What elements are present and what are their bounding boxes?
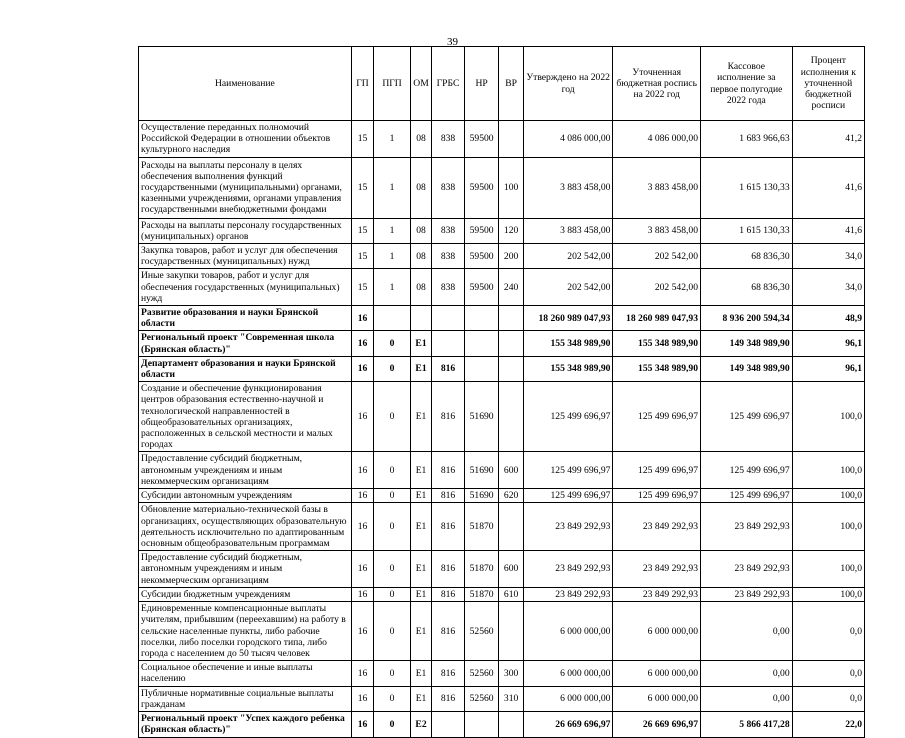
- cell-pgp: 0: [374, 489, 411, 503]
- cell-om: E1: [410, 551, 431, 588]
- cell-cash: 8 936 200 594,34: [701, 306, 793, 331]
- cell-approved: 18 260 989 047,93: [523, 306, 613, 331]
- cell-name: Развитие образования и науки Брянской области: [139, 306, 352, 331]
- cell-cash: 68 836,30: [701, 244, 793, 269]
- cell-pgp: 0: [374, 452, 411, 489]
- cell-pgp: 0: [374, 686, 411, 711]
- cell-vr: 100: [499, 157, 523, 218]
- cell-approved: 155 348 989,90: [523, 356, 613, 381]
- cell-vr: 240: [499, 269, 523, 306]
- cell-refined: 125 499 696,97: [613, 489, 701, 503]
- budget-table: [138, 46, 865, 738]
- cell-cash: 0,00: [701, 686, 793, 711]
- cell-pgp: 1: [374, 244, 411, 269]
- cell-percent: 100,0: [792, 503, 864, 551]
- cell-name: Осуществление переданных полномочий Российской Федерации в отношении объектов культурного наследия: [139, 121, 352, 158]
- cell-np: 59500: [464, 121, 499, 158]
- cell-cash: 5 866 417,28: [701, 711, 793, 737]
- cell-om: E1: [410, 356, 431, 381]
- cell-vr: [499, 382, 523, 452]
- cell-om: 08: [410, 244, 431, 269]
- table-row: [139, 382, 865, 452]
- table-row: [139, 503, 865, 551]
- cell-pgp: 1: [374, 269, 411, 306]
- cell-percent: 100,0: [792, 551, 864, 588]
- cell-om: E1: [410, 661, 431, 686]
- cell-name: Департамент образования и науки Брянской области: [139, 356, 352, 381]
- header-grbs: ГРБС: [432, 47, 465, 121]
- header-np: НР: [464, 47, 499, 121]
- table-row: [139, 356, 865, 381]
- cell-gp: 16: [351, 711, 373, 737]
- cell-np: 59500: [464, 244, 499, 269]
- cell-np: 51690: [464, 382, 499, 452]
- cell-cash: 149 348 989,90: [701, 356, 793, 381]
- cell-vr: [499, 306, 523, 331]
- header-gp: ГП: [351, 47, 373, 121]
- cell-percent: 0,0: [792, 602, 864, 661]
- cell-vr: 200: [499, 244, 523, 269]
- cell-vr: 600: [499, 452, 523, 489]
- cell-cash: 0,00: [701, 602, 793, 661]
- cell-name: Расходы на выплаты персоналу государственных (муниципальных) органов: [139, 218, 352, 243]
- cell-percent: 41,6: [792, 218, 864, 243]
- cell-refined: 6 000 000,00: [613, 686, 701, 711]
- cell-percent: 34,0: [792, 269, 864, 306]
- page-number: 39: [447, 36, 458, 48]
- table-row: [139, 306, 865, 331]
- cell-gp: 15: [351, 218, 373, 243]
- cell-vr: [499, 602, 523, 661]
- table-row: [139, 218, 865, 243]
- cell-pgp: 0: [374, 331, 411, 356]
- cell-name: Региональный проект "Современная школа (Брянская область)": [139, 331, 352, 356]
- cell-om: E1: [410, 382, 431, 452]
- cell-refined: 3 883 458,00: [613, 157, 701, 218]
- cell-percent: 96,1: [792, 356, 864, 381]
- cell-approved: 6 000 000,00: [523, 661, 613, 686]
- cell-cash: 0,00: [701, 661, 793, 686]
- table-row: [139, 244, 865, 269]
- cell-cash: 1 615 130,33: [701, 218, 793, 243]
- table-row: [139, 661, 865, 686]
- cell-pgp: 0: [374, 382, 411, 452]
- cell-approved: 125 499 696,97: [523, 452, 613, 489]
- cell-cash: 125 499 696,97: [701, 489, 793, 503]
- cell-approved: 23 849 292,93: [523, 503, 613, 551]
- cell-pgp: 0: [374, 661, 411, 686]
- cell-refined: 202 542,00: [613, 244, 701, 269]
- cell-grbs: 816: [432, 686, 465, 711]
- cell-pgp: 1: [374, 218, 411, 243]
- cell-refined: 155 348 989,90: [613, 331, 701, 356]
- cell-pgp: 0: [374, 356, 411, 381]
- cell-om: 08: [410, 269, 431, 306]
- table-row: [139, 452, 865, 489]
- table-row: [139, 551, 865, 588]
- cell-percent: 100,0: [792, 489, 864, 503]
- cell-cash: 149 348 989,90: [701, 331, 793, 356]
- header-approved: Утверждено на 2022 год: [523, 47, 613, 121]
- table-row: [139, 602, 865, 661]
- header-cash: Кассовое исполнение за первое полугодие 2022 года: [701, 47, 793, 121]
- cell-approved: 202 542,00: [523, 244, 613, 269]
- cell-pgp: 1: [374, 121, 411, 158]
- cell-approved: 125 499 696,97: [523, 382, 613, 452]
- cell-cash: 125 499 696,97: [701, 452, 793, 489]
- cell-refined: 6 000 000,00: [613, 661, 701, 686]
- cell-np: 51690: [464, 489, 499, 503]
- cell-om: E1: [410, 587, 431, 601]
- cell-np: 52560: [464, 661, 499, 686]
- cell-om: E1: [410, 602, 431, 661]
- cell-gp: 16: [351, 602, 373, 661]
- cell-grbs: 816: [432, 356, 465, 381]
- cell-gp: 16: [351, 661, 373, 686]
- cell-cash: 23 849 292,93: [701, 587, 793, 601]
- cell-grbs: 838: [432, 269, 465, 306]
- cell-approved: 6 000 000,00: [523, 686, 613, 711]
- cell-refined: 155 348 989,90: [613, 356, 701, 381]
- cell-vr: 310: [499, 686, 523, 711]
- cell-approved: 3 883 458,00: [523, 157, 613, 218]
- cell-percent: 100,0: [792, 382, 864, 452]
- cell-np: [464, 356, 499, 381]
- cell-vr: 120: [499, 218, 523, 243]
- cell-cash: 1 683 966,63: [701, 121, 793, 158]
- cell-vr: 610: [499, 587, 523, 601]
- table-row: [139, 686, 865, 711]
- cell-percent: 41,2: [792, 121, 864, 158]
- cell-pgp: 0: [374, 503, 411, 551]
- cell-grbs: 838: [432, 244, 465, 269]
- cell-grbs: 816: [432, 503, 465, 551]
- cell-grbs: 816: [432, 587, 465, 601]
- cell-name: Социальное обеспечение и иные выплаты населению: [139, 661, 352, 686]
- cell-om: [410, 306, 431, 331]
- cell-percent: 100,0: [792, 452, 864, 489]
- cell-gp: 15: [351, 157, 373, 218]
- cell-approved: 23 849 292,93: [523, 551, 613, 588]
- cell-cash: 23 849 292,93: [701, 503, 793, 551]
- cell-np: 51870: [464, 587, 499, 601]
- cell-pgp: 0: [374, 551, 411, 588]
- cell-np: 52560: [464, 602, 499, 661]
- header-percent: Процент исполнения к уточненной бюджетной росписи: [792, 47, 864, 121]
- cell-percent: 22,0: [792, 711, 864, 737]
- header-om: ОМ: [410, 47, 431, 121]
- cell-gp: 16: [351, 489, 373, 503]
- cell-name: Субсидии автономным учреждениям: [139, 489, 352, 503]
- cell-pgp: 0: [374, 602, 411, 661]
- cell-gp: 16: [351, 551, 373, 588]
- cell-gp: 16: [351, 356, 373, 381]
- cell-np: 59500: [464, 218, 499, 243]
- cell-pgp: 1: [374, 157, 411, 218]
- cell-grbs: 838: [432, 157, 465, 218]
- cell-approved: 125 499 696,97: [523, 489, 613, 503]
- cell-approved: 155 348 989,90: [523, 331, 613, 356]
- cell-vr: [499, 121, 523, 158]
- cell-om: E1: [410, 331, 431, 356]
- cell-gp: 16: [351, 587, 373, 601]
- cell-np: 51690: [464, 452, 499, 489]
- cell-name: Обновление материально-технической базы в организациях, осуществляющих образовательную деятельность исключительно по адаптированным основным общеобразовательным программам: [139, 503, 352, 551]
- cell-approved: 23 849 292,93: [523, 587, 613, 601]
- cell-refined: 202 542,00: [613, 269, 701, 306]
- cell-percent: 0,0: [792, 686, 864, 711]
- cell-name: Публичные нормативные социальные выплаты гражданам: [139, 686, 352, 711]
- cell-name: Региональный проект "Успех каждого ребенка (Брянская область)": [139, 711, 352, 737]
- header-vr: ВР: [499, 47, 523, 121]
- table-row: [139, 587, 865, 601]
- cell-name: Иные закупки товаров, работ и услуг для обеспечения государственных (муниципальных) нужд: [139, 269, 352, 306]
- cell-vr: [499, 356, 523, 381]
- cell-grbs: 816: [432, 489, 465, 503]
- cell-grbs: 816: [432, 382, 465, 452]
- cell-refined: 26 669 696,97: [613, 711, 701, 737]
- cell-gp: 16: [351, 452, 373, 489]
- table-row: [139, 711, 865, 737]
- cell-refined: 23 849 292,93: [613, 551, 701, 588]
- cell-name: Закупка товаров, работ и услуг для обеспечения государственных (муниципальных) нужд: [139, 244, 352, 269]
- cell-refined: 125 499 696,97: [613, 382, 701, 452]
- cell-name: Единовременные компенсационные выплаты учителям, прибывшим (переехавшим) на работу в сельские населенные пункты, либо рабочие поселки, либо поселки городского типа, либо города с населением до 50 тысяч человек: [139, 602, 352, 661]
- cell-om: E1: [410, 489, 431, 503]
- header-pgp: ПГП: [374, 47, 411, 121]
- cell-approved: 4 086 000,00: [523, 121, 613, 158]
- cell-np: 51870: [464, 551, 499, 588]
- cell-percent: 100,0: [792, 587, 864, 601]
- cell-name: Предоставление субсидий бюджетным, автономным учреждениям и иным некоммерческим организациям: [139, 452, 352, 489]
- cell-name: Расходы на выплаты персоналу в целях обеспечения выполнения функций государственными (муниципальными) органами, казенными учреждениями, органами управления государственными внебюджетными фондами: [139, 157, 352, 218]
- cell-np: [464, 711, 499, 737]
- cell-refined: 125 499 696,97: [613, 452, 701, 489]
- cell-refined: 23 849 292,93: [613, 587, 701, 601]
- header-refined: Уточненная бюджетная роспись на 2022 год: [613, 47, 701, 121]
- cell-np: [464, 331, 499, 356]
- cell-percent: 48,9: [792, 306, 864, 331]
- cell-refined: 23 849 292,93: [613, 503, 701, 551]
- cell-grbs: 816: [432, 661, 465, 686]
- cell-pgp: 0: [374, 711, 411, 737]
- cell-np: 52560: [464, 686, 499, 711]
- cell-refined: 3 883 458,00: [613, 218, 701, 243]
- cell-gp: 16: [351, 686, 373, 711]
- cell-om: 08: [410, 121, 431, 158]
- cell-grbs: 816: [432, 452, 465, 489]
- table-row: [139, 121, 865, 158]
- cell-om: 08: [410, 157, 431, 218]
- cell-percent: 0,0: [792, 661, 864, 686]
- cell-percent: 34,0: [792, 244, 864, 269]
- cell-grbs: [432, 711, 465, 737]
- cell-vr: 300: [499, 661, 523, 686]
- cell-approved: 202 542,00: [523, 269, 613, 306]
- cell-approved: 6 000 000,00: [523, 602, 613, 661]
- cell-name: Субсидии бюджетным учреждениям: [139, 587, 352, 601]
- table-row: [139, 269, 865, 306]
- cell-gp: 16: [351, 331, 373, 356]
- cell-pgp: 0: [374, 587, 411, 601]
- cell-cash: 68 836,30: [701, 269, 793, 306]
- cell-gp: 16: [351, 382, 373, 452]
- cell-vr: 620: [499, 489, 523, 503]
- cell-grbs: 838: [432, 121, 465, 158]
- cell-gp: 16: [351, 503, 373, 551]
- cell-np: [464, 306, 499, 331]
- cell-np: 59500: [464, 269, 499, 306]
- cell-vr: 600: [499, 551, 523, 588]
- cell-om: E1: [410, 452, 431, 489]
- table-row: [139, 331, 865, 356]
- cell-grbs: 816: [432, 602, 465, 661]
- cell-refined: 6 000 000,00: [613, 602, 701, 661]
- cell-approved: 3 883 458,00: [523, 218, 613, 243]
- cell-vr: [499, 711, 523, 737]
- header-name: Наименование: [139, 47, 352, 121]
- cell-name: Предоставление субсидий бюджетным, автономным учреждениям и иным некоммерческим организациям: [139, 551, 352, 588]
- cell-om: E1: [410, 503, 431, 551]
- cell-percent: 41,6: [792, 157, 864, 218]
- cell-cash: 1 615 130,33: [701, 157, 793, 218]
- cell-gp: 15: [351, 121, 373, 158]
- cell-cash: 23 849 292,93: [701, 551, 793, 588]
- cell-np: 59500: [464, 157, 499, 218]
- table-row: [139, 489, 865, 503]
- cell-cash: 125 499 696,97: [701, 382, 793, 452]
- cell-refined: 4 086 000,00: [613, 121, 701, 158]
- cell-np: 51870: [464, 503, 499, 551]
- cell-gp: 16: [351, 306, 373, 331]
- cell-gp: 15: [351, 244, 373, 269]
- table-row: [139, 157, 865, 218]
- cell-percent: 96,1: [792, 331, 864, 356]
- cell-vr: [499, 331, 523, 356]
- cell-pgp: [374, 306, 411, 331]
- cell-grbs: [432, 331, 465, 356]
- cell-om: E1: [410, 686, 431, 711]
- cell-om: 08: [410, 218, 431, 243]
- cell-om: E2: [410, 711, 431, 737]
- cell-grbs: 838: [432, 218, 465, 243]
- cell-approved: 26 669 696,97: [523, 711, 613, 737]
- cell-gp: 15: [351, 269, 373, 306]
- table-header-row: [139, 47, 865, 121]
- cell-grbs: 816: [432, 551, 465, 588]
- cell-refined: 18 260 989 047,93: [613, 306, 701, 331]
- cell-name: Создание и обеспечение функционирования центров образования естественно-научной и технологической направленностей в общеобразовательных организациях, расположенных в сельской местности и малых городах: [139, 382, 352, 452]
- cell-vr: [499, 503, 523, 551]
- cell-grbs: [432, 306, 465, 331]
